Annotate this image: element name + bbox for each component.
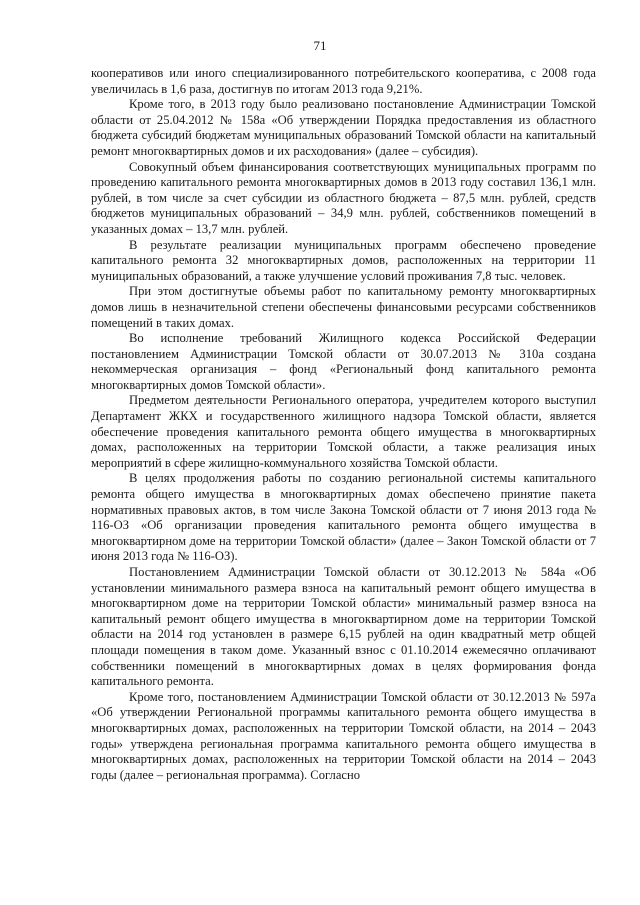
paragraph-3: Совокупный объем финансирования соответствующих муниципальных программ по проведению капитального ремонта многоквартирных домов в 2013 году составил 136,1 млн. рублей, в том числе за счет субсидии из областного бюджета – 87,5 млн. рублей, средств бюджетов муниципальных образований – 34,9 млн. рублей, собственников помещений в указанных домах – 13,7 млн. рублей. bbox=[91, 159, 596, 236]
paragraph-7: Предметом деятельности Регионального оператора, учредителем которого выступил Департамент ЖКХ и государственного жилищного надзора Томской области, является обеспечение проведения капитального ремонта общего имущества в многоквартирных домах, расположенных на территории Томской области, а также реализация иных мероприятий в сфере жилищно-коммунального хозяйства Томской области. bbox=[91, 393, 596, 470]
paragraph-6: Во исполнение требований Жилищного кодекса Российской Федерации постановлением Администрации Томской области от 30.07.2013 № 310а создана некоммерческая организация – фонд «Региональный фонд капитального ремонта многоквартирных домов Томской области». bbox=[91, 331, 596, 392]
page-number: 71 bbox=[313, 38, 327, 53]
paragraph-5: При этом достигнутые объемы работ по капитальному ремонту многоквартирных домов лишь в незначительной степени обеспечены финансовыми ресурсами собственников помещений в таких домах. bbox=[91, 284, 596, 330]
paragraph-4: В результате реализации муниципальных программ обеспечено проведение капитального ремонта 32 многоквартирных домов, расположенных на территории 11 муниципальных образований, а также улучшение условий проживания 7,8 тыс. человек. bbox=[91, 237, 596, 283]
paragraph-9: Постановлением Администрации Томской области от 30.12.2013 № 584а «Об установлении минимального размера взноса на капитальный ремонт общего имущества в многоквартирном доме на территории Томской области» минимальный размер взноса на капитальный ремонт общего имущества в многоквартирном доме на территории Томской области на 2014 год установлен в размере 6,15 рублей на один квадратный метр общей площади помещения в таком доме. Указанный взнос с 01.10.2014 ежемесячно оплачивают собственники помещений в многоквартирных домах в целях формирования фонда капитального ремонта. bbox=[91, 565, 596, 689]
paragraph-8: В целях продолжения работы по созданию региональной системы капитального ремонта общего имущества в многоквартирных домах обеспечено принятие пакета нормативных правовых актов, в том числе Закона Томской области от 7 июня 2013 года № 116-ОЗ «Об организации проведения капитального ремонта общего имущества в многоквартирном доме на территории Томской области» (далее – Закон Томской области от 7 июня 2013 года № 116-ОЗ). bbox=[91, 471, 596, 564]
paragraph-2: Кроме того, в 2013 году было реализовано постановление Администрации Томской области от 25.04.2012 № 158а «Об утверждении Порядка предоставления из областного бюджета субсидий бюджетам муниципальных образований Томской области на капитальный ремонт многоквартирных домов и их расходования» (далее – субсидия). bbox=[91, 97, 596, 158]
paragraph-1: кооперативов или иного специализированного потребительского кооператива, с 2008 года увеличилась в 1,6 раза, достигнув по итогам 2013 года 9,21%. bbox=[91, 66, 596, 96]
paragraph-10: Кроме того, постановлением Администрации Томской области от 30.12.2013 № 597а «Об утверждении Региональной программы капитального ремонта общего имущества в многоквартирных домах, расположенных на территории Томской области, на 2014 – 2043 годы» утверждена региональная программа капитального ремонта общего имущества в многоквартирных домах, расположенных на территории Томской области на 2014 – 2043 годы (далее – региональная программа). Согласно bbox=[91, 689, 596, 782]
document-body bbox=[91, 66, 596, 783]
